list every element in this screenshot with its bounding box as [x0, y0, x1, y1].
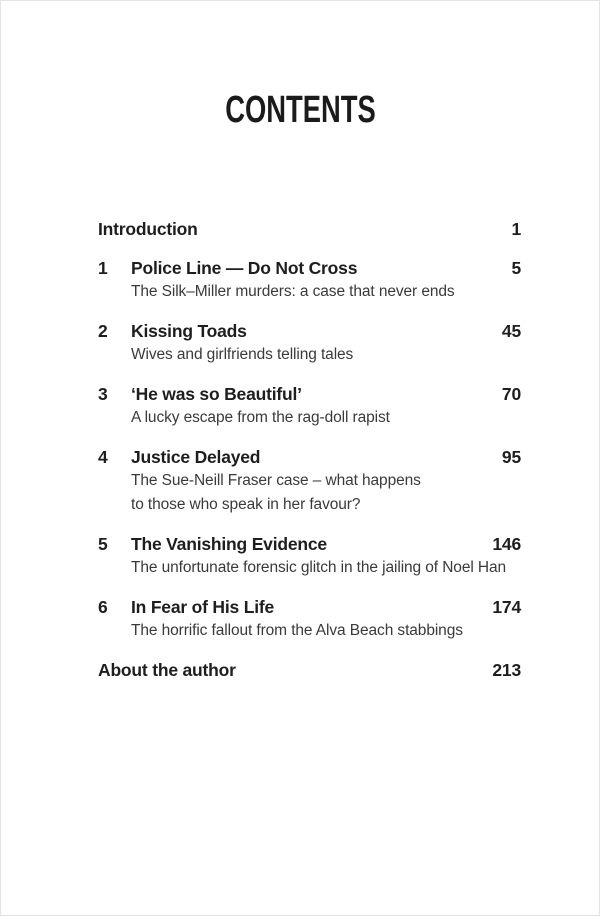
chapter-title: Justice Delayed	[131, 447, 261, 467]
chapter-subtitle: A lucky escape from the rag-doll rapist	[131, 409, 390, 426]
chapter-subtitle: The horrific fallout from the Alva Beach stabbings	[131, 622, 463, 639]
chapter-subtitle: Wives and girlfriends telling tales	[131, 346, 354, 363]
chapter-number: 5	[98, 534, 108, 554]
table-of-contents	[98, 217, 521, 682]
toc-entry-chapter-1	[98, 256, 521, 304]
chapter-subtitle: The Sue-Neill Fraser case – what happens	[131, 472, 421, 489]
page-number: 1	[511, 219, 521, 239]
toc-entry-chapter-2	[98, 319, 521, 367]
chapter-number: 1	[98, 258, 108, 278]
toc-entry-introduction	[98, 217, 521, 241]
chapter-title: ‘He was so Beautiful’	[131, 384, 302, 404]
page-title-wrap	[1, 1, 599, 132]
page-number: 146	[492, 534, 521, 554]
toc-entry-chapter-4	[98, 445, 521, 517]
chapter-number: 2	[98, 321, 108, 341]
chapter-title: Introduction	[98, 219, 198, 239]
toc-entry-row	[98, 532, 521, 556]
chapter-title: The Vanishing Evidence	[131, 534, 327, 554]
toc-entry-row	[98, 217, 521, 241]
toc-entry-row	[98, 382, 521, 406]
page-number: 95	[501, 447, 521, 467]
page-number: 5	[511, 258, 521, 278]
chapter-subtitle: The Silk–Miller murders: a case that never ends	[131, 283, 455, 300]
toc-entry-chapter-5	[98, 532, 521, 580]
chapter-title: Kissing Toads	[131, 321, 247, 341]
page-number: 45	[501, 321, 521, 341]
page-number: 174	[492, 597, 521, 617]
chapter-number: 6	[98, 597, 108, 617]
toc-entry-about-the-author	[98, 658, 521, 682]
chapter-title: Police Line — Do Not Cross	[131, 258, 358, 278]
toc-entry-row	[98, 658, 521, 682]
chapter-subtitle: to those who speak in her favour?	[131, 496, 361, 513]
chapter-title: In Fear of His Life	[131, 597, 275, 617]
page-number: 213	[492, 660, 521, 680]
toc-entry-row	[98, 445, 521, 469]
toc-entry-chapter-6	[98, 595, 521, 643]
toc-entry-row	[98, 595, 521, 619]
chapter-title: About the author	[98, 660, 236, 680]
toc-entry-row	[98, 319, 521, 343]
toc-entry-row	[98, 256, 521, 280]
page-title: CONTENTS	[224, 89, 376, 131]
page-number: 70	[501, 384, 521, 404]
toc-entry-chapter-3	[98, 382, 521, 430]
chapter-subtitle: The unfortunate forensic glitch in the jailing of Noel Han	[131, 559, 507, 576]
chapter-number: 4	[98, 447, 108, 467]
chapter-number: 3	[98, 384, 108, 404]
